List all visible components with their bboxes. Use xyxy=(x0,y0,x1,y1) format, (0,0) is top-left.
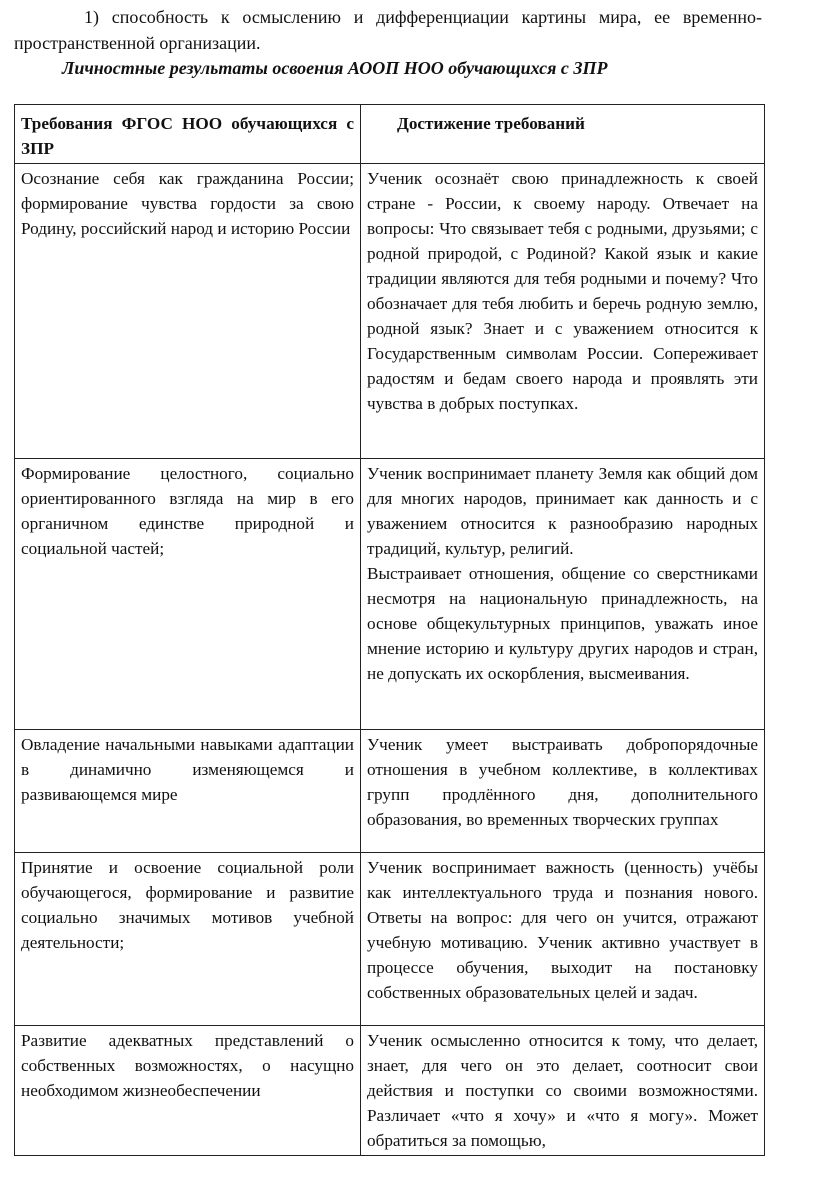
requirement-cell: Овладение начальными навыками адаптации в динамично изменяющемся и развивающемся мире xyxy=(15,730,361,853)
requirement-cell: Осознание себя как гражданина России; формирование чувства гордости за свою Родину, российский народ и историю России xyxy=(15,164,361,459)
header-achievement: Достижение требований xyxy=(361,105,765,164)
table-row xyxy=(15,164,765,459)
table-row xyxy=(15,459,765,730)
section-heading: Личностные результаты освоения АООП НОО обучающихся с ЗПР xyxy=(62,58,608,78)
achievement-cell: Ученик воспринимает планету Земля как общий дом для многих народов, принимает как данность и с уважением относится к разнообразию народных традиций, культур, религий. Выстраивает отношения, общение со сверстниками несмотря на национальную принадлежность, на основе общекультурных принципов, уважать иное мнение историю и культуру других народов и стран, не допускать их оскорбления, высмеивания. xyxy=(361,459,765,730)
table-row xyxy=(15,730,765,853)
achievement-cell: Ученик воспринимает важность (ценность) учёбы как интеллектуального труда и познания нового. Ответы на вопрос: для чего он учится, отражают учебную мотивацию. Ученик активно участвует в процессе обучения, выходит на постановку собственных образовательных целей и задач. xyxy=(361,853,765,1026)
achievement-cell: Ученик умеет выстраивать добропорядочные отношения в учебном коллективе, в коллективах групп продлённого дня, дополнительного образования, во временных творческих группах xyxy=(361,730,765,853)
table-row xyxy=(15,1026,765,1156)
table-row xyxy=(15,853,765,1026)
requirement-cell: Развитие адекватных представлений о собственных возможностях, о насущно необходимом жизнеобеспечении xyxy=(15,1026,361,1156)
achievement-cell: Ученик осознаёт свою принадлежность к своей стране - России, к своему народу. Отвечает на вопросы: Что связывает тебя с родными, друзьями; с родной природой, с Родиной? Какой язык и какие традиции являются для тебя родными и почему? Что обозначает для тебя любить и беречь родную землю, родной язык? Знает и с уважением относится к Государственным символам России. Сопереживает радостям и бедам своего народа и проявлять эти чувства в добрых поступках. xyxy=(361,164,765,459)
table-header-row xyxy=(15,105,765,164)
requirement-cell: Принятие и освоение социальной роли обучающегося, формирование и развитие социально значимых мотивов учебной деятельности; xyxy=(15,853,361,1026)
intro-paragraph: 1) способность к осмыслению и дифференциации картины мира, ее временно-пространственной организации. xyxy=(14,7,762,53)
achievement-cell: Ученик осмысленно относится к тому, что делает, знает, для чего он это делает, соотносит свои действия и поступки со своими возможностями. Различает «что я хочу» и «что я могу». Может обратиться за помощью, xyxy=(361,1026,765,1156)
requirement-cell: Формирование целостного, социально ориентированного взгляда на мир в его органичном единстве природной и социальной частей; xyxy=(15,459,361,730)
header-requirements: Требования ФГОС НОО обучающихся с ЗПР xyxy=(15,105,361,164)
requirements-table xyxy=(14,104,765,1156)
